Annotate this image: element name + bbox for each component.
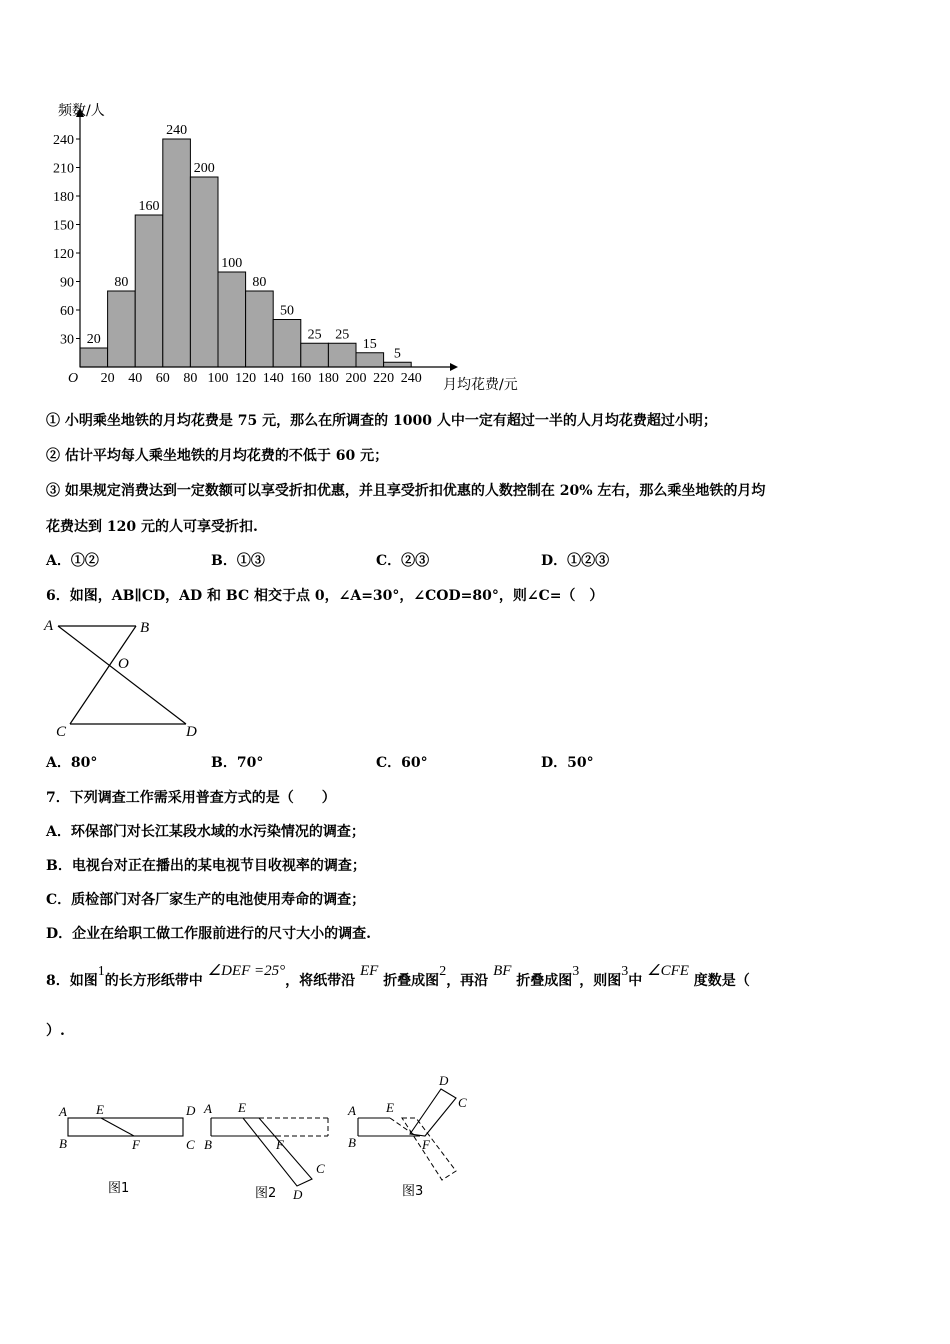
bar-value-label-1: 20 [86,332,101,347]
y-tick-label-1: 30 [60,332,74,348]
q8-fig1-label-f: F [132,1137,140,1152]
q6-label-d: D [186,724,197,740]
y-axis-label: 频数/人 [58,103,105,119]
q8-figure-1 [58,1102,196,1196]
q8-text-2: 的长方形纸带中 [104,973,203,989]
x-tick-label-7: 140 [262,371,284,386]
q8-text-6: 折叠成图 [516,973,573,989]
q8-fig2-caption: 图2 [255,1186,277,1201]
q8-fig3-label-e: E [386,1100,394,1115]
q8-fig3-label-a: A [348,1103,356,1118]
x-tick-label-1: 20 [100,371,115,386]
q7-option-d[interactable]: D．企业在给职工做工作服前进行的尺寸大小的调查. [46,926,372,942]
q8-text-7: ，则图 [579,973,622,989]
x-tick-label-4: 80 [183,371,198,386]
q8-line-ef: EF [359,963,379,979]
q8-fig3-label-f: F [422,1137,430,1152]
q7-option-b[interactable]: B．电视台对正在播出的某电视节目收视率的调查； [46,858,366,874]
x-axis-label: 月均花费/元 [443,377,518,393]
x-tick-label-2: 40 [128,371,143,386]
q8-fig2-label-d: D [293,1187,303,1202]
q7-option-a[interactable]: A．环保部门对长江某段水域的水污染情况的调查； [46,824,365,840]
q8-fig2-label-c: C [316,1161,325,1176]
histogram-bar-9 [301,343,329,367]
q8-text-5: ，再沿 [446,973,489,989]
y-tick-label-2: 60 [60,304,74,319]
histogram-bar-12 [384,362,412,367]
q8-fig1-label-e: E [96,1102,104,1117]
q5-option-c[interactable]: C．②③ [376,553,430,569]
histogram-bar-10 [328,343,356,367]
q6-stem: 6．如图，AB∥CD，AD 和 BC 相交于点 0，∠A=30°，∠COD=80°，则∠C=（ ） [46,588,604,604]
q5-option-a[interactable]: A．①② [46,553,99,569]
y-tick-label-5: 150 [53,218,74,234]
histogram-bar-1 [80,348,108,367]
bar-value-label-12: 5 [393,346,401,362]
q7-option-c[interactable]: C．质检部门对各厂家生产的电池使用寿命的调查； [46,892,366,908]
q8-text-4: 折叠成图 [383,973,440,989]
q5-statement-1: ① 小明乘坐地铁的月均花费是 75 元，那么在所调查的 1000 人中一定有超过一半的人月均花费超过小明； [46,413,717,429]
bar-value-label-4: 240 [166,123,188,138]
bar-value-label-7: 80 [252,275,267,290]
x-axis-arrow [450,363,458,371]
histogram-bar-5 [190,177,218,367]
q5-statement-3b: 花费达到 120 元的人可享受折扣. [46,519,258,535]
histogram-bar-7 [246,291,274,367]
q8-angle-cfe: ∠CFE [647,963,689,979]
q8-text-9: 度数是（ [693,973,750,989]
bar-value-label-6: 100 [221,256,243,271]
x-tick-label-12: 240 [400,371,422,386]
bar-value-label-11: 15 [362,336,377,352]
q8-fig1-label-d: D [186,1103,196,1118]
y-tick-label-3: 90 [60,275,74,291]
q8-fig3-label-d: D [439,1073,449,1088]
q8-fig-num-4: 3 [621,964,629,979]
bar-value-label-8: 50 [280,303,294,319]
q8-stem-tail: ）. [46,1023,65,1039]
q8-figure-2 [203,1100,328,1202]
q6-option-c[interactable]: C．60° [376,755,428,771]
q8-fig3-label-c: C [458,1095,467,1110]
bar-value-label-2: 80 [114,275,129,290]
histogram-bar-8 [273,320,301,368]
y-tick-label-4: 120 [53,247,74,262]
q6-option-b[interactable]: B．70° [211,755,264,771]
histogram-bar-2 [108,291,136,367]
q8-angle-def: ∠DEF =25° [207,963,286,979]
y-tick-label-8: 240 [53,133,74,148]
bar-value-label-5: 200 [193,161,215,176]
q8-line-bf: BF [493,963,512,979]
q6-figure [40,612,210,742]
q8-fig-num-3: 3 [572,964,580,979]
x-tick-label-10: 200 [345,371,367,386]
histogram-chart [40,95,550,400]
q8-fig1-label-c: C [186,1137,195,1152]
x-tick-label-3: 60 [155,371,170,386]
histogram-bar-4 [163,139,191,367]
q8-fig1-label-b: B [59,1136,67,1151]
q8-fig2-label-f: F [276,1137,284,1152]
q6-label-o: O [118,656,129,672]
q6-label-b: B [140,620,150,636]
q8-fig3-label-b: B [348,1135,356,1150]
y-tick-label-7: 210 [53,161,74,177]
origin-label: O [68,371,79,386]
q5-option-b[interactable]: B．①③ [211,553,265,569]
q8-fig-num-2: 2 [439,964,447,979]
q8-stem [46,963,750,990]
x-tick-label-8: 160 [290,371,312,386]
q8-text-3: ，将纸带沿 [285,973,356,989]
histogram-bar-6 [218,272,246,367]
q8-fig-num-1: 1 [97,964,105,979]
q8-fig2-label-b: B [204,1137,212,1152]
x-tick-label-5: 100 [207,371,229,386]
q8-fig2-label-a: A [204,1101,212,1116]
q5-statement-3a: ③ 如果规定消费达到一定数额可以享受折扣优惠，并且享受折扣优惠的人数控制在 20% 左右，那么乘坐地铁的月均 [46,483,766,499]
q8-fig1-caption: 图1 [108,1181,130,1196]
bar-value-label-3: 160 [138,199,160,214]
q8-figure-3 [347,1073,467,1199]
bar-value-label-10: 25 [335,327,350,343]
q8-figures [50,1065,480,1210]
q8-fig3-caption: 图3 [402,1184,424,1199]
q5-option-d[interactable]: D．①②③ [541,553,610,569]
q6-option-d[interactable]: D．50° [541,755,594,771]
histogram-bar-3 [135,215,163,367]
bar-value-label-9: 25 [307,327,322,343]
x-tick-label-6: 120 [235,371,257,386]
q8-text-8: 中 [628,973,643,989]
x-tick-label-9: 180 [317,371,339,386]
histogram-bar-11 [356,353,384,367]
y-tick-label-6: 180 [53,190,74,205]
q8-fig1-label-a: A [59,1104,67,1119]
q5-statement-2: ② 估计平均每人乘坐地铁的月均花费的不低于 60 元； [46,448,389,464]
q6-option-a[interactable]: A．80° [46,755,98,771]
x-tick-label-11: 220 [373,371,395,386]
q6-label-c: C [56,724,67,740]
q8-fig2-label-e: E [238,1100,246,1115]
q7-stem: 7．下列调查工作需采用普查方式的是（ ） [46,790,336,806]
q6-label-a: A [44,618,54,634]
q8-text-1: 8．如图 [46,973,98,989]
